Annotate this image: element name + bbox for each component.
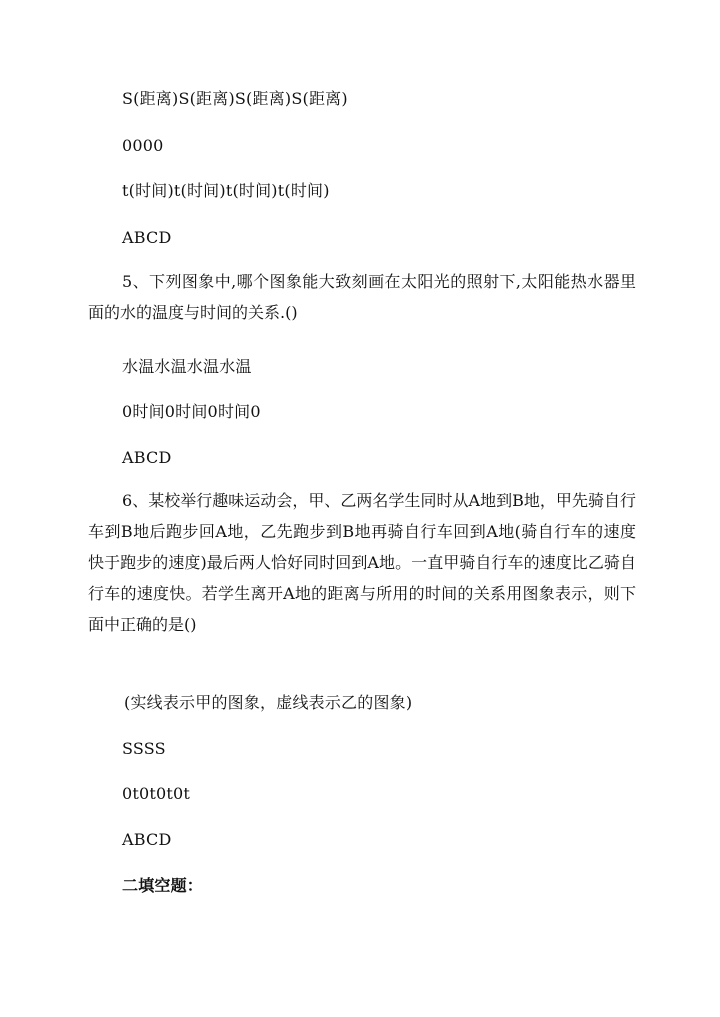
question-5-text: 5、下列图象中,哪个图象能大致刻画在太阳光的照射下,太阳能热水器里面的水的温度与时间的关系.() xyxy=(88,272,636,322)
q4-choices: ABCD xyxy=(122,228,172,247)
q6-x-axis-labels: 0t0t0t0t xyxy=(122,784,191,803)
q5-y-axis-labels: 水温水温水温水温 xyxy=(122,357,252,376)
q6-y-axis-labels: SSSS xyxy=(122,739,166,758)
question-6-text: 6、某校举行趣味运动会，甲、乙两名学生同时从A地到B地，甲先骑自行车到B地后跑步回A地，乙先跑步到B地再骑自行车回到A地(骑自行车的速度快于跑步的速度)最后两人恰好同时回到A地。一直甲骑自行车的速度比乙骑自行车的速度快。若学生离开A地的距离与所用的时间的关系用图象表示，则下面中正确的是() xyxy=(88,491,636,634)
q5-choices: ABCD xyxy=(122,448,172,467)
section-heading-fill-in-blanks: 二填空题： xyxy=(122,876,204,895)
q4-x-axis-labels: t(时间)t(时间)t(时间)t(时间) xyxy=(122,181,330,200)
q6-choices: ABCD xyxy=(122,830,172,849)
q6-note: (实线表示甲的图象，虚线表示乙的图象) xyxy=(124,693,413,712)
q4-origins: 0000 xyxy=(122,136,164,155)
q5-x-axis-labels: 0时间0时间0时间0 xyxy=(122,402,261,421)
q4-y-axis-labels: S(距离)S(距离)S(距离)S(距离) xyxy=(122,89,348,108)
